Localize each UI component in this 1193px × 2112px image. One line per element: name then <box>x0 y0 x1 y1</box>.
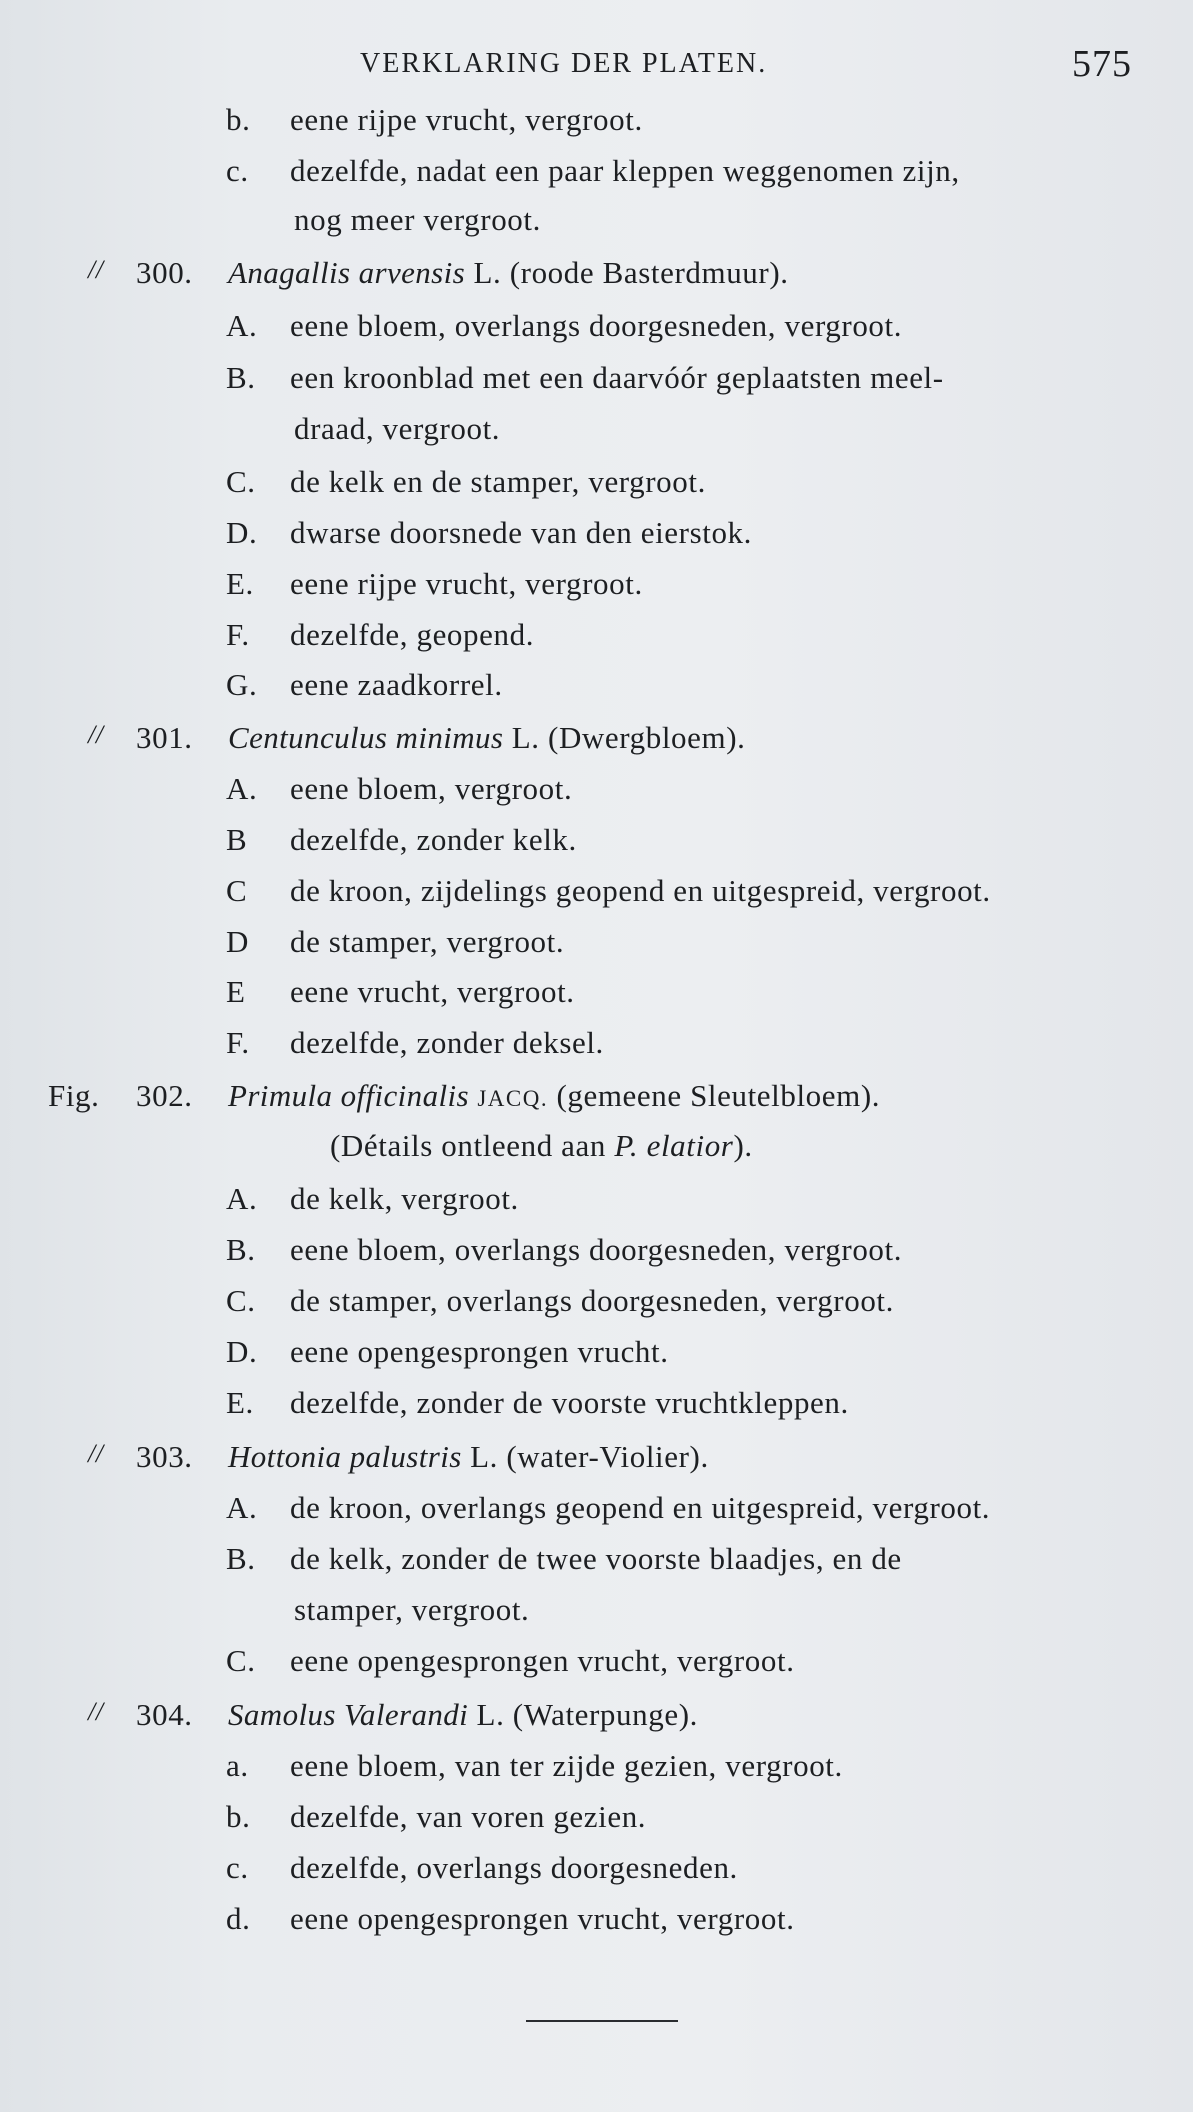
figure-item <box>0 1283 1193 1333</box>
species-name: Anagallis arvensis <box>228 255 466 290</box>
item-label: b. <box>226 1799 251 1834</box>
ditto-mark: // <box>88 1439 104 1468</box>
figure-number: 301. <box>136 720 193 755</box>
item-label: b. <box>226 102 251 137</box>
figure-number: 300. <box>136 255 193 290</box>
figure-entry <box>0 1078 1193 1128</box>
end-rule <box>526 2020 678 2022</box>
author: L. <box>473 255 502 290</box>
running-head: VERKLARING DER PLATEN. <box>360 48 768 79</box>
item-text: de kelk, zonder de twee voorste blaadjes, en de <box>290 1541 902 1576</box>
item-label: D <box>226 924 249 959</box>
item-label: G. <box>226 667 258 702</box>
item-label: D. <box>226 515 258 550</box>
figure-item <box>0 1334 1193 1384</box>
figure-item <box>0 822 1193 872</box>
figure-item <box>0 1643 1193 1693</box>
item-text: een kroonblad met een daarvóór geplaatsten meel- <box>290 360 944 395</box>
continuation-line <box>0 411 1193 461</box>
item-text: dezelfde, overlangs doorgesneden. <box>290 1850 738 1885</box>
author: L. <box>511 720 540 755</box>
figure-item <box>0 566 1193 616</box>
continuation-text: draad, vergroot. <box>294 411 501 446</box>
common-name: (gemeene Sleutelbloem). <box>556 1078 881 1113</box>
figure-item <box>0 1490 1193 1540</box>
figure-item <box>0 1232 1193 1282</box>
species-title <box>228 1697 698 1733</box>
ditto-mark: // <box>88 1697 104 1726</box>
figure-entry <box>0 1439 1193 1489</box>
detail-suffix: ). <box>733 1128 753 1163</box>
item-label: c. <box>226 153 249 188</box>
figure-item <box>0 1748 1193 1798</box>
continuation-text: stamper, vergroot. <box>294 1592 530 1627</box>
figure-item <box>0 974 1193 1024</box>
fig-label: Fig. <box>48 1078 100 1113</box>
item-text: dezelfde, zonder kelk. <box>290 822 577 857</box>
item-text: de kelk, vergroot. <box>290 1181 519 1216</box>
author: L. <box>476 1697 505 1732</box>
item-text: eene bloem, vergroot. <box>290 771 573 806</box>
species-name: Hottonia palustris <box>228 1439 462 1474</box>
item-text: de stamper, overlangs doorgesneden, vergroot. <box>290 1283 894 1318</box>
item-label: A. <box>226 1181 258 1216</box>
common-name: (roode Basterdmuur). <box>509 255 789 290</box>
item-label: D. <box>226 1334 258 1369</box>
item-text: dezelfde, geopend. <box>290 617 535 652</box>
species-name: Centunculus minimus <box>228 720 504 755</box>
figure-number: 304. <box>136 1697 193 1732</box>
figure-item <box>0 1799 1193 1849</box>
item-text: eene opengesprongen vrucht, vergroot. <box>290 1643 795 1678</box>
figure-entry <box>0 255 1193 305</box>
item-text: eene rijpe vrucht, vergroot. <box>290 566 643 601</box>
item-text: dwarse doorsnede van den eierstok. <box>290 515 752 550</box>
figure-item <box>0 360 1193 410</box>
item-label: E. <box>226 1385 254 1420</box>
author: L. <box>470 1439 498 1474</box>
figure-item <box>0 1901 1193 1951</box>
author: JACQ. <box>477 1086 549 1111</box>
item-label: d. <box>226 1901 251 1936</box>
item-text: de kroon, overlangs geopend en uitgespreid, vergroot. <box>290 1490 991 1525</box>
item-text: de stamper, vergroot. <box>290 924 565 959</box>
figure-item <box>0 1850 1193 1900</box>
common-name: (Waterpunge). <box>512 1697 698 1732</box>
figure-item <box>0 667 1193 717</box>
figure-item <box>0 153 1193 203</box>
item-text: eene opengesprongen vrucht, vergroot. <box>290 1901 795 1936</box>
item-text: eene vrucht, vergroot. <box>290 974 575 1009</box>
item-label: a. <box>226 1748 249 1783</box>
item-text: eene bloem, overlangs doorgesneden, vergroot. <box>290 1232 903 1267</box>
species-title <box>228 255 789 291</box>
ditto-mark: // <box>88 720 104 749</box>
figure-item <box>0 617 1193 667</box>
species-title <box>228 720 746 756</box>
item-text: dezelfde, van voren gezien. <box>290 1799 647 1834</box>
item-label: E. <box>226 566 254 601</box>
figure-number: 302. <box>136 1078 193 1113</box>
figure-entry <box>0 720 1193 770</box>
item-label: C <box>226 873 248 908</box>
item-text: dezelfde, zonder deksel. <box>290 1025 604 1060</box>
item-label: F. <box>226 617 250 652</box>
species-title <box>228 1078 880 1114</box>
item-label: E <box>226 974 246 1009</box>
continuation-line <box>0 202 1193 252</box>
detail-prefix: (Détails ontleend aan <box>330 1128 615 1163</box>
species-name: Primula officinalis <box>228 1078 469 1113</box>
item-label: A. <box>226 308 258 343</box>
figure-item <box>0 1541 1193 1591</box>
figure-item <box>0 102 1193 152</box>
item-text: eene zaadkorrel. <box>290 667 503 702</box>
page-header <box>0 43 1193 98</box>
item-label: C. <box>226 464 256 499</box>
item-label: C. <box>226 1283 256 1318</box>
item-label: B. <box>226 1232 256 1267</box>
item-label: C. <box>226 1643 256 1678</box>
figure-item <box>0 1385 1193 1435</box>
item-text: dezelfde, zonder de voorste vruchtkleppen. <box>290 1385 849 1420</box>
item-label: B. <box>226 1541 256 1576</box>
item-label: F. <box>226 1025 250 1060</box>
page-number: 575 <box>1072 43 1132 85</box>
figure-item <box>0 1025 1193 1075</box>
figure-item <box>0 771 1193 821</box>
item-label: A. <box>226 771 258 806</box>
detail-text <box>330 1128 753 1164</box>
ditto-mark: // <box>88 255 104 284</box>
common-name: (Dwergbloem). <box>548 720 746 755</box>
item-text: eene bloem, overlangs doorgesneden, vergroot. <box>290 308 903 343</box>
species-name: P. elatior <box>614 1128 734 1163</box>
figure-item <box>0 515 1193 565</box>
continuation-line <box>0 1592 1193 1642</box>
item-label: c. <box>226 1850 249 1885</box>
figure-item <box>0 464 1193 514</box>
figure-item <box>0 873 1193 923</box>
figure-item <box>0 1181 1193 1231</box>
continuation-text: nog meer vergroot. <box>294 202 541 237</box>
item-text: de kelk en de stamper, vergroot. <box>290 464 706 499</box>
item-text: eene bloem, van ter zijde gezien, vergroot. <box>290 1748 843 1783</box>
item-text: de kroon, zijdelings geopend en uitgespreid, vergroot. <box>290 873 991 908</box>
item-label: B. <box>226 360 256 395</box>
item-text: eene rijpe vrucht, vergroot. <box>290 102 643 137</box>
item-text: eene opengesprongen vrucht. <box>290 1334 669 1369</box>
figure-item <box>0 308 1193 358</box>
item-text: dezelfde, nadat een paar kleppen weggenomen zijn, <box>290 153 960 188</box>
detail-note <box>0 1128 1193 1178</box>
item-label: A. <box>226 1490 258 1525</box>
common-name: (water-Violier). <box>506 1439 709 1474</box>
species-title <box>228 1439 709 1475</box>
figure-entry <box>0 1697 1193 1747</box>
figure-number: 303. <box>136 1439 193 1474</box>
species-name: Samolus Valerandi <box>228 1697 469 1732</box>
item-label: B <box>226 822 248 857</box>
figure-item <box>0 924 1193 974</box>
